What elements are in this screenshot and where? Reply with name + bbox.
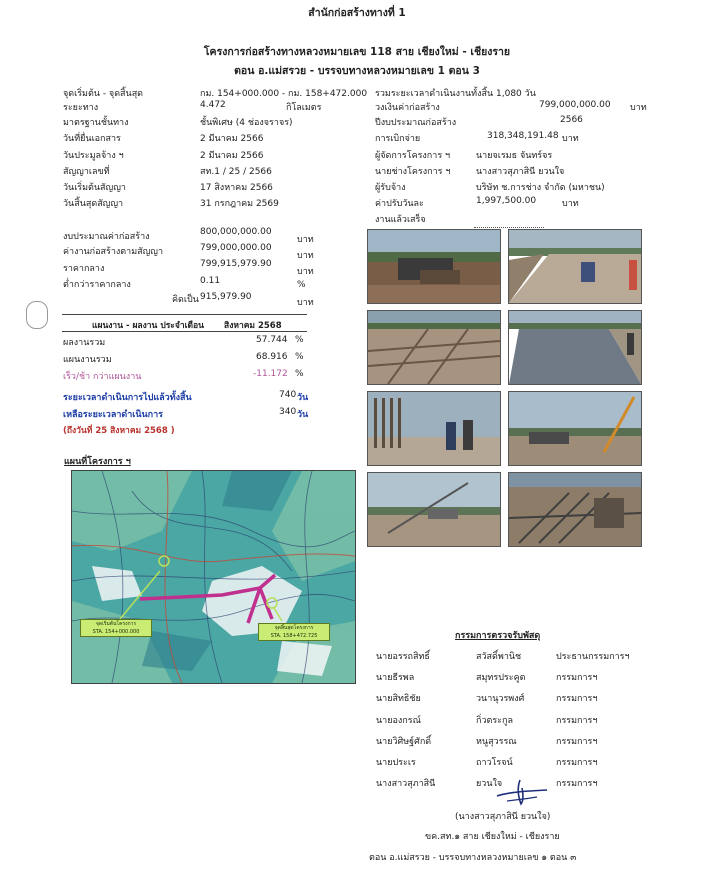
progress-unit: % (295, 369, 304, 379)
committee-member (376, 670, 630, 691)
progress-month: สิงหาคม 2568 (224, 321, 282, 331)
committee-member (376, 691, 630, 712)
project-title: โครงการก่อสร้างทางหลวงหมายเลข 118 สาย เชียงใหม่ - เชียงราย (203, 46, 511, 58)
budget-diff-label: คิดเป็น (172, 295, 199, 305)
progress-top-rule (62, 314, 307, 315)
site-photo (367, 472, 501, 547)
signature (493, 778, 551, 808)
budget-unit: บาท (297, 251, 314, 261)
info-label: สัญญาเลขที่ (63, 167, 110, 177)
signer-section: ตอน อ.แม่สรวย - บรรจบทางหลวงหมายเลข ๑ ตอน ๓ (369, 853, 577, 863)
remaining-label: เหลือระยะเวลาดำเนินการ (63, 410, 164, 420)
elapsed-value: 740 (279, 390, 297, 400)
site-photo (508, 472, 642, 547)
work-done-label: งานแล้วเสร็จ (375, 215, 426, 225)
member-role: กรรมการฯ (556, 736, 598, 747)
map-heading: แผนที่โครงการ ฯ (64, 457, 131, 467)
info-value: 31 กรกฎาคม 2569 (200, 199, 279, 209)
member-first-name: นายธีรพล (376, 673, 415, 684)
member-last-name: สวัสดิ์พานิช (476, 652, 522, 662)
budget-value: 799,915,979.90 (200, 259, 272, 269)
committee-member (376, 755, 630, 776)
member-role: กรรมการฯ (556, 757, 598, 768)
info-value: 1,997,500.00 (476, 196, 537, 206)
elapsed-label: ระยะเวลาดำเนินการไปแล้วทั้งสิ้น (63, 393, 192, 403)
progress-unit: % (295, 352, 304, 362)
project-map (71, 470, 356, 684)
committee-member (376, 713, 630, 734)
info-value: นายจเรมธ จันทร์จร (476, 151, 553, 161)
info-unit: กิโลเมตร (286, 103, 322, 113)
progress-value: 68.916 (256, 352, 288, 362)
member-last-name: วนานุวรพงศ์ (476, 694, 525, 705)
member-last-name: กิ่วตระกูล (476, 715, 513, 726)
budget-unit: บาท (297, 267, 314, 277)
budget-label: ต่ำกว่าราคากลาง (63, 280, 131, 290)
member-last-name: ถาวโรจน์ (476, 757, 513, 768)
budget-diff-unit: บาท (297, 298, 314, 308)
remaining-value: 340 (279, 407, 297, 417)
progress-value: -11.172 (253, 369, 288, 379)
info-label: ค่าปรับวันละ (375, 199, 424, 209)
start-label: จุดเริ่มต้นโครงการ (95, 621, 137, 627)
info-value: สท.1 / 25 / 2566 (200, 167, 272, 177)
progress-label: เร็ว/ช้า กว่าแผนงาน (63, 372, 142, 382)
member-role: กรรมการฯ (556, 673, 598, 684)
info-unit: บาท (630, 103, 647, 113)
info-label: วันสิ้นสุดสัญญา (63, 199, 124, 209)
committee-list (376, 649, 630, 797)
committee-member (376, 734, 630, 755)
member-role: กรรมการฯ (556, 715, 598, 726)
info-label: วันประมูลจ้าง ฯ (63, 151, 124, 161)
elapsed-unit: วัน (297, 393, 309, 403)
member-first-name: นายอรรถสิทธิ์ (376, 652, 430, 662)
end-km: STA. 158+472.725 (270, 633, 318, 639)
site-photo (508, 310, 642, 385)
info-label: วันเริ่มต้นสัญญา (63, 183, 126, 193)
budget-label: ราคากลาง (63, 264, 105, 274)
committee-heading: กรรมการตรวจรับพัสดุ (455, 631, 541, 641)
progress-label: แผนงานรวม (63, 355, 112, 365)
info-label: วันที่ยื่นเอกสาร (63, 134, 121, 144)
budget-value: 800,000,000.00 (200, 227, 272, 237)
site-photo (367, 391, 501, 466)
info-value: 799,000,000.00 (539, 100, 611, 110)
info-value: บริษัท ช.การช่าง จำกัด (มหาชน) (476, 183, 605, 193)
info-label: ผู้รับจ้าง (375, 183, 406, 193)
info-label: ปีงบประมาณก่อสร้าง (375, 118, 457, 128)
as-of-date: (ถึงวันที่ 25 สิงหาคม 2568 ) (63, 426, 175, 436)
info-value: กม. 154+000.000 - กม. 158+472.000 (200, 89, 368, 99)
end-callout (258, 623, 330, 641)
info-unit: บาท (562, 134, 579, 144)
info-label: มาตรฐานชั้นทาง (63, 118, 129, 128)
member-first-name: นายสิทธิชัย (376, 694, 421, 705)
info-label: นายช่างโครงการ ฯ (375, 167, 451, 177)
committee-member (376, 649, 630, 670)
budget-label: ค่างานก่อสร้างตามสัญญา (63, 247, 164, 257)
info-value: 17 สิงหาคม 2566 (200, 183, 273, 193)
info-value: 318,348,191.48 (487, 131, 559, 141)
total-duration: รวมระยะเวลาดำเนินงานทั้งสิ้น 1,080 วัน (375, 89, 536, 99)
progress-heading: แผนงาน - ผลงาน ประจำเดือน (92, 321, 204, 331)
info-unit: บาท (562, 199, 579, 209)
progress-unit: % (295, 335, 304, 345)
info-label: ผู้จัดการโครงการ ฯ (375, 151, 451, 161)
member-role: กรรมการฯ (556, 779, 598, 790)
info-value: ชั้นพิเศษ (4 ช่องจราจร) (200, 118, 293, 128)
info-label: การเบิกจ่าย (375, 134, 421, 144)
budget-value: 799,000,000.00 (200, 243, 272, 253)
member-last-name: สมุทรประคูต (476, 673, 526, 684)
progress-bottom-rule (62, 331, 307, 332)
member-last-name: ยวนใจ (476, 779, 503, 790)
budget-unit: % (297, 280, 306, 290)
info-value: 2566 (560, 115, 583, 125)
member-first-name: นายวิศิษฐ์ศักดิ์ (376, 736, 432, 747)
budget-value: 0.11 (200, 276, 221, 286)
member-first-name: นายประเร (376, 757, 416, 768)
member-first-name: นางสาวสุภาสินี (376, 779, 436, 790)
start-km: STA. 154+000.000 (92, 629, 140, 635)
progress-value: 57.744 (256, 335, 288, 345)
office-title: สำนักก่อสร้างทางที่ 1 (308, 7, 406, 19)
info-label: ระยะทาง (63, 103, 99, 113)
start-callout (80, 619, 152, 637)
budget-diff-value: 915,979.90 (200, 292, 252, 302)
member-role: กรรมการฯ (556, 694, 598, 705)
progress-label: ผลงานรวม (63, 338, 106, 348)
remaining-unit: วัน (297, 410, 309, 420)
info-value: 2 มีนาคม 2566 (200, 151, 264, 161)
end-label: จุดสิ้นสุดโครงการ (274, 625, 314, 631)
info-value: นางสาวสุภาสินี ยวนใจ (476, 167, 565, 177)
signer-name: (นางสาวสุภาสินี ยวนใจ) (455, 812, 551, 822)
site-photo (367, 310, 501, 385)
site-photo (367, 229, 501, 304)
info-value: 2 มีนาคม 2566 (200, 134, 264, 144)
member-first-name: นายองกรณ์ (376, 715, 421, 726)
info-label: วงเงินค่าก่อสร้าง (375, 103, 440, 113)
signer-position: ขค.สท.๑ สาย เชียงใหม่ - เชียงราย (425, 832, 560, 842)
site-photo (508, 391, 642, 466)
site-photo (508, 229, 642, 304)
member-last-name: หนูสุวรรณ (476, 736, 517, 747)
budget-label: งบประมาณค่าก่อสร้าง (63, 232, 150, 242)
binder-hole (26, 301, 48, 329)
info-label: จุดเริ่มต้น - จุดสิ้นสุด (63, 89, 144, 99)
section-title: ตอน อ.แม่สรวย - บรรจบทางหลวงหมายเลข 1 ตอน 3 (234, 65, 480, 77)
member-role: ประธานกรรมการฯ (556, 652, 630, 662)
info-value: 4.472 (200, 100, 226, 110)
budget-unit: บาท (297, 235, 314, 245)
